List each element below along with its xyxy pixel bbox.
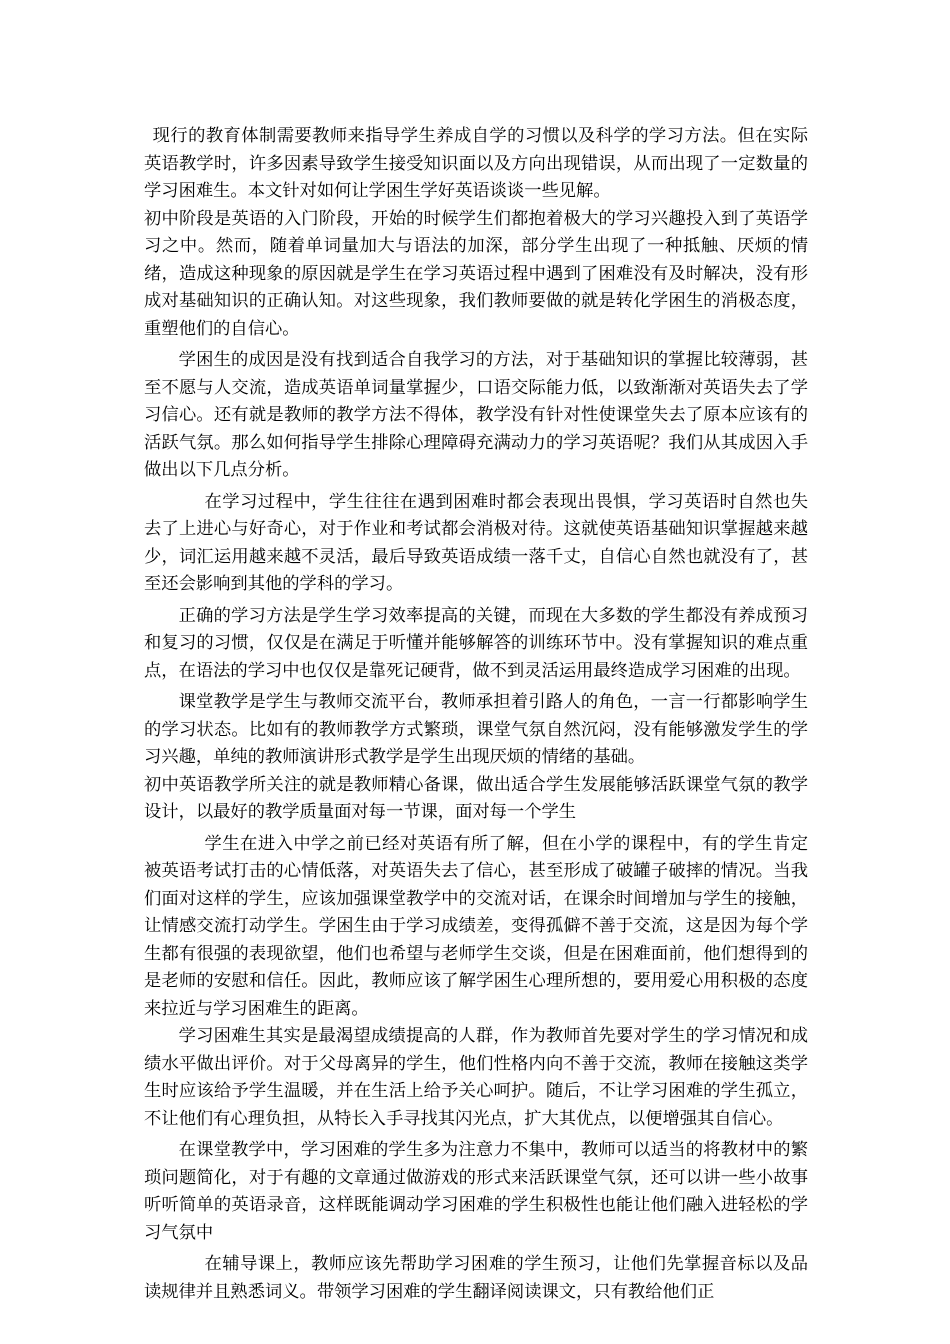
paragraph-fear: 在学习过程中，学生往往在遇到困难时都会表现出畏惧，学习英语时自然也失去了上进心与好奇心，对于作业和考试都会消极对待。这就使英语基础知识掌握越来越少，词汇运用越来越不灵活，最后导致英语成绩一落千丈，自信心自然也就没有了，甚至还会影响到其他的学科的学习。 [144,491,808,594]
paragraph-tutoring: 在辅导课上，教师应该先帮助学习困难的学生预习，让他们先掌握音标以及品读规律并且熟悉词义。带领学习困难的学生翻译阅读课文，只有教给他们正 [144,1254,808,1302]
paragraph-evaluation: 学习困难生其实是最渴望成绩提高的人群，作为教师首先要对学生的学习情况和成绩水平做出评价。对于父母离异的学生，他们性格内向不善于交流，教师在接触这类学生时应该给予学生温暖，并在生活上给予关心呵护。随后，不让学习困难的学生孤立，不让他们有心理负担，从特长入手寻找其闪光点，扩大其优点，以便增强其自信心。 [144,1026,808,1129]
paragraph-lesson-prep: 初中英语教学所关注的就是教师精心备课，做出适合学生发展能够活跃课堂气氛的教学设计，以最好的教学质量面对每一节课，面对每一个学生 [144,774,808,822]
paragraph-methods: 正确的学习方法是学生学习效率提高的关键，而现在大多数的学生都没有养成预习和复习的习惯，仅仅是在满足于听懂并能够解答的训练环节中。没有掌握知识的难点重点，在语法的学习中也仅仅是靠死记硬背，做不到灵活运用最终造成学习困难的出现。 [144,605,808,681]
paragraph-stage: 初中阶段是英语的入门阶段，开始的时候学生们都抱着极大的学习兴趣投入到了英语学习之中。然而，随着单词量加大与语法的加深，部分学生出现了一种抵触、厌烦的情绪，造成这种现象的原因就是学生在学习英语过程中遇到了困难没有及时解决，没有形成对基础知识的正确认知。对这些现象，我们教师要做的就是转化学困生的消极态度，重塑他们的自信心。 [144,208,808,339]
paragraph-causes: 学困生的成因是没有找到适合自我学习的方法，对于基础知识的掌握比较薄弱，甚至不愿与人交流，造成英语单词量掌握少，口语交际能力低，以致渐渐对英语失去了学习信心。还有就是教师的教学方法不得体，教学没有针对性使课堂失去了原本应该有的活跃气氛。那么如何指导学生排除心理障碍充满动力的学习英语呢？我们从其成因入手做出以下几点分析。 [144,350,808,480]
paragraph-teaching: 在课堂教学中，学习困难的学生多为注意力不集中，教师可以适当的将教材中的繁琐问题简化，对于有趣的文章通过做游戏的形式来活跃课堂气氛，还可以讲一些小故事听听简单的英语录音，这样既能调动学习困难的学生积极性也能让他们融入进轻松的学习气氛中 [144,1140,808,1243]
paragraph-intro: 现行的教育体制需要教师来指导学生养成自学的习惯以及科学的学习方法。但在实际英语教学时，许多因素导致学生接受知识面以及方向出现错误，从而出现了一定数量的学习困难生。本文针对如何让学困生学好英语谈谈一些见解。 [144,126,808,201]
document-body [144,123,808,1306]
paragraph-classroom: 课堂教学是学生与教师交流平台，教师承担着引路人的角色，一言一行都影响学生的学习状态。比如有的教师教学方式繁琐，课堂气氛自然沉闷，没有能够激发学生的学习兴趣，单纯的教师演讲形式教学是学生出现厌烦的情绪的基础。 [144,692,808,767]
paragraph-communication: 学生在进入中学之前已经对英语有所了解，但在小学的课程中，有的学生肯定被英语考试打击的心情低落，对英语失去了信心，甚至形成了破罐子破摔的情况。当我们面对这样的学生，应该加强课堂教学中的交流对话，在课余时间增加与学生的接触，让情感交流打动学生。学困生由于学习成绩差，变得孤僻不善于交流，这是因为每个学生都有很强的表现欲望，他们也希望与老师学生交谈，但是在困难面前，他们想得到的是老师的安慰和信任。因此，教师应该了解学困生心理所想的，要用爱心用积极的态度来拉近与学习困难生的距离。 [144,833,808,1019]
